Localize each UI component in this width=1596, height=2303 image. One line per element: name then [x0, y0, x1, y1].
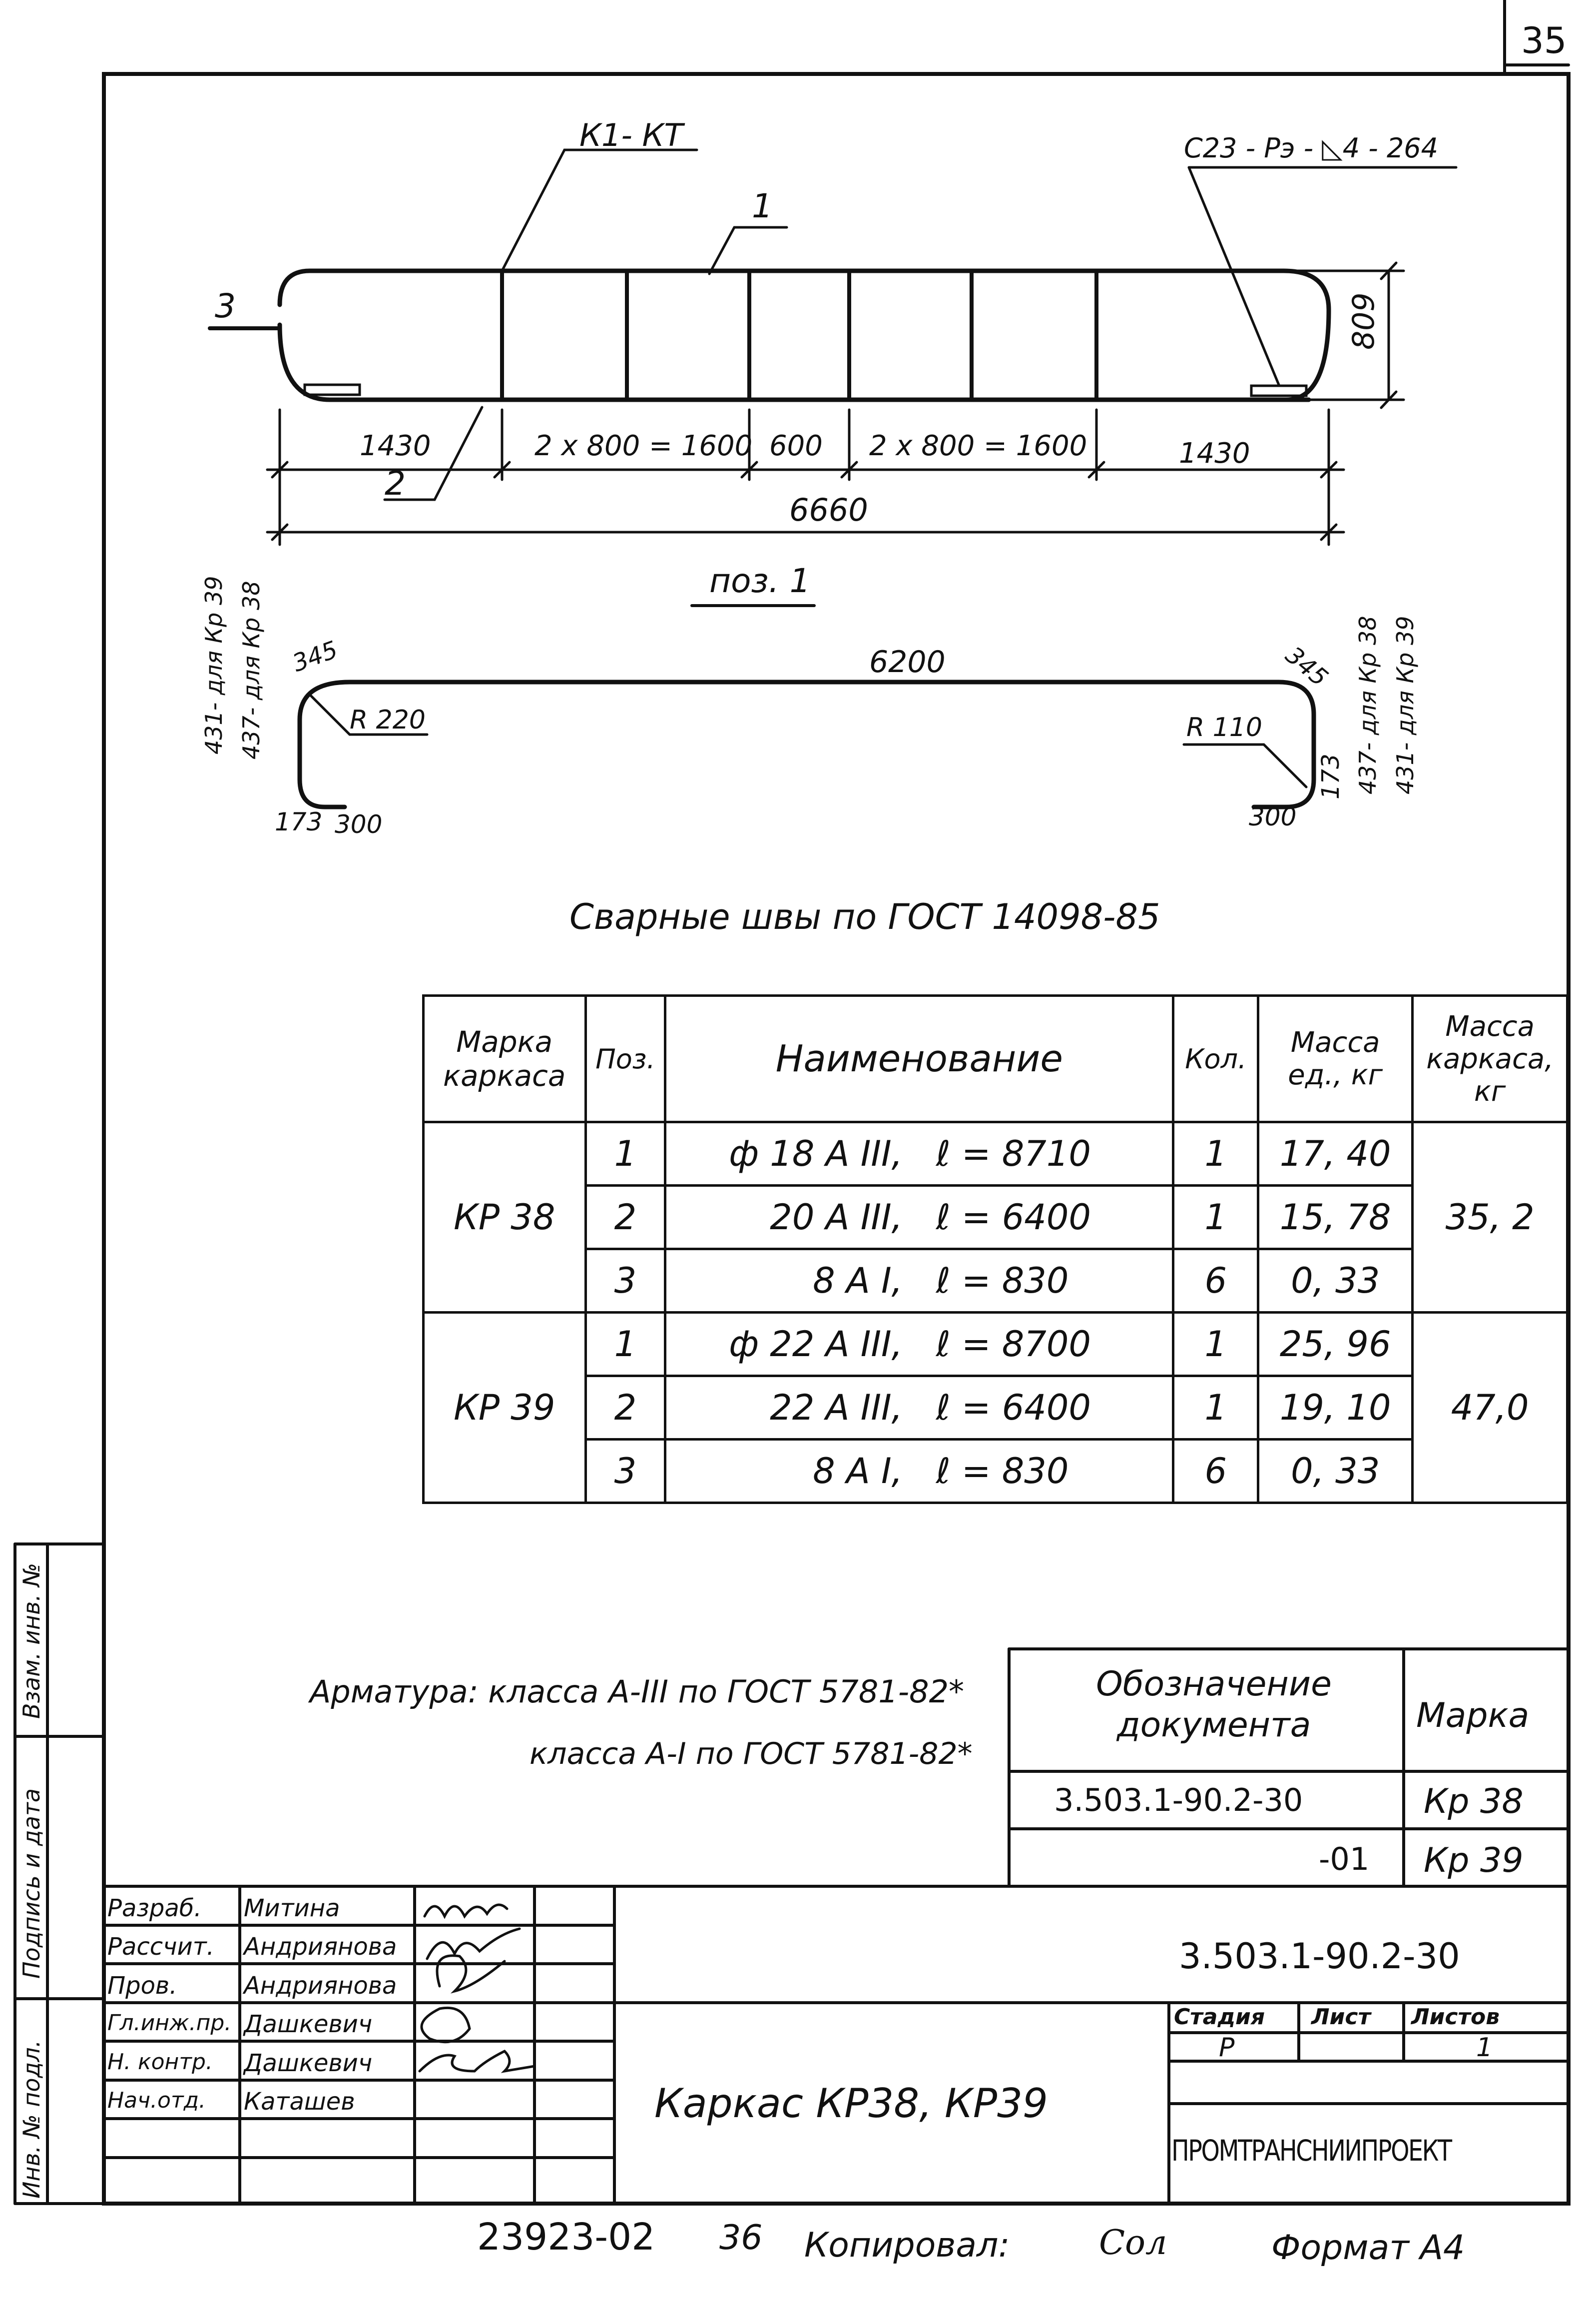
cell-mass: 0, 33	[1258, 1249, 1413, 1313]
cell-mass: 19, 10	[1258, 1376, 1413, 1440]
reinforcement-note-line2: класса А-I по ГОСТ 5781-82*	[530, 1736, 973, 1771]
weld-note: Сварные швы по ГОСТ 14098-85	[569, 896, 1160, 937]
cell-pos: 1	[585, 1313, 665, 1376]
callout-weld-leader	[1189, 167, 1456, 385]
cell-name: ф 18 А III, ℓ = 8710	[665, 1122, 1173, 1186]
bend-length: 6200	[869, 645, 946, 680]
sheets-value: 1	[1476, 2033, 1493, 2063]
cell-mass: 17, 40	[1258, 1122, 1413, 1186]
role: Разраб.	[107, 1894, 202, 1922]
cell-pos: 3	[585, 1249, 665, 1313]
cell-name: 8 А I, ℓ = 830	[665, 1249, 1173, 1313]
title-block-title: Каркас КР38, КР39	[654, 2080, 1048, 2127]
cell-qty: 6	[1173, 1249, 1258, 1313]
role-name: Митина	[244, 1894, 340, 1922]
table-row	[424, 1249, 1568, 1313]
side-stamp-inventory: Инв. № подл.	[18, 2040, 45, 2199]
designation-header-doc: Обозначение документа	[1096, 1664, 1332, 1745]
table-row	[424, 1122, 1568, 1186]
footer-page: 36	[719, 2218, 763, 2258]
group-mark: КР 39	[424, 1313, 586, 1503]
footer-copied-label: Копировал:	[804, 2226, 1010, 2265]
cell-pos: 1	[585, 1122, 665, 1186]
designation-mark-2: Кр 39	[1424, 1841, 1524, 1880]
weld-seams	[305, 385, 1306, 396]
dim-segment-1: 1430	[360, 430, 431, 462]
right-note-2: 431- для Кр 39	[1392, 616, 1419, 794]
stage-label: Стадия	[1174, 2004, 1265, 2030]
right-note-1: 437- для Кр 38	[1354, 616, 1381, 794]
cell-name: 8 А I, ℓ = 830	[665, 1440, 1173, 1503]
pos-marker-2: 2	[385, 464, 406, 503]
role-name: Андриянова	[244, 1933, 397, 1961]
role: Пров.	[107, 1972, 177, 2000]
cell-mass: 0, 33	[1258, 1440, 1413, 1503]
left-radius: R 220	[350, 705, 426, 735]
bent-bar	[300, 682, 1314, 807]
role-name: Каташев	[244, 2088, 355, 2116]
spec-table	[422, 994, 1569, 1504]
left-note-1: 431- для Кр 39	[200, 576, 227, 755]
role: Нач.отд.	[107, 2088, 206, 2113]
header-mark: Марка каркаса	[424, 996, 586, 1122]
height-dimension-value: 809	[1346, 292, 1381, 350]
designation-header-mark: Марка	[1416, 1696, 1530, 1735]
cell-name: ф 22 А III, ℓ = 8700	[665, 1313, 1173, 1376]
pos-marker-3: 3	[215, 287, 236, 325]
stirrups	[502, 271, 1096, 400]
callout-weld-point: К1- КТ	[579, 117, 683, 153]
callout-weld-seam: С23 - Рэ - ◺4 - 264	[1184, 132, 1439, 164]
table-row	[424, 1313, 1568, 1376]
header-name: Наименование	[665, 996, 1173, 1122]
cell-name: 20 А III, ℓ = 6400	[665, 1186, 1173, 1249]
table-row	[424, 1440, 1568, 1503]
left-leg-b: 300	[335, 810, 383, 839]
cell-mass: 15, 78	[1258, 1186, 1413, 1249]
footer-inventory: 23923-02	[477, 2216, 655, 2259]
signatures	[420, 1905, 534, 2071]
header-frame-mass: Масса каркаса, кг	[1413, 996, 1568, 1122]
role-name: Дашкевич	[244, 2010, 373, 2038]
left-hook-length: 345	[289, 636, 342, 678]
right-radius: R 110	[1186, 713, 1262, 743]
stage-value: Р	[1219, 2033, 1235, 2063]
cell-qty: 1	[1173, 1122, 1258, 1186]
cell-pos: 2	[585, 1376, 665, 1440]
right-leg-b: 173	[1317, 754, 1345, 799]
table-row	[424, 1376, 1568, 1440]
cell-qty: 1	[1173, 1313, 1258, 1376]
sheet-corner-number: 35	[1521, 19, 1567, 61]
reinforcement-note-line1: Арматура: класса А-III по ГОСТ 5781-82*	[310, 1673, 965, 1710]
organization: ПРОМТРАНСНИИПРОЕКТ	[1171, 2134, 1451, 2168]
cell-qty: 1	[1173, 1376, 1258, 1440]
overall-length: 6660	[789, 492, 868, 528]
header-unit-mass: Масса ед., кг	[1258, 996, 1413, 1122]
right-hook-length: 345	[1280, 641, 1333, 692]
title-block-code: 3.503.1-90.2-30	[1179, 1936, 1460, 1977]
cell-qty: 6	[1173, 1440, 1258, 1503]
right-leg-a: 300	[1249, 802, 1297, 831]
designation-doc-2: -01	[1319, 1841, 1370, 1877]
dim-segment-2: 2 х 800 = 1600	[534, 430, 753, 462]
footer-copied-sign: Сол	[1099, 2223, 1167, 2263]
sheet-label: Лист	[1311, 2004, 1371, 2030]
designation-mark-1: Кр 38	[1424, 1782, 1524, 1821]
table-row	[424, 1186, 1568, 1249]
group-frame-mass: 47,0	[1413, 1313, 1568, 1503]
role: Гл.инж.пр.	[107, 2010, 232, 2036]
cell-pos: 3	[585, 1440, 665, 1503]
callout-kt-leader	[502, 150, 697, 271]
group-mark: КР 38	[424, 1122, 586, 1313]
role: Н. контр.	[107, 2049, 213, 2075]
side-stamp-replace: Взам. инв. №	[18, 1562, 45, 1719]
left-leg-a: 173	[275, 807, 323, 836]
sheets-label: Листов	[1411, 2004, 1500, 2030]
cell-qty: 1	[1173, 1186, 1258, 1249]
cell-mass: 25, 96	[1258, 1313, 1413, 1376]
dim-segment-5: 1430	[1179, 437, 1250, 470]
bend-detail-title: поз. 1	[709, 562, 811, 600]
radius-right-leader	[1184, 745, 1306, 787]
rebar-top	[310, 271, 1329, 400]
cell-pos: 2	[585, 1186, 665, 1249]
designation-doc-1: 3.503.1-90.2-30	[1054, 1782, 1303, 1818]
group-frame-mass: 35, 2	[1413, 1122, 1568, 1313]
role-name: Дашкевич	[244, 2049, 373, 2077]
dim-segment-3: 600	[769, 430, 823, 462]
header-qty: Кол.	[1173, 996, 1258, 1122]
rebar-left-end	[280, 271, 310, 305]
cell-name: 22 А III, ℓ = 6400	[665, 1376, 1173, 1440]
rebar-bottom	[280, 325, 1309, 400]
header-pos: Поз.	[585, 996, 665, 1122]
footer-format: Формат А4	[1271, 2228, 1465, 2268]
role: Рассчит.	[107, 1933, 214, 1961]
side-stamp-signature: Подпись и дата	[18, 1788, 45, 1979]
marker-1-leader	[709, 227, 787, 274]
left-note-2: 437- для Кр 38	[238, 581, 265, 760]
pos-marker-1: 1	[752, 187, 773, 225]
role-name: Андриянова	[244, 1972, 397, 2000]
dim-segment-4: 2 х 800 = 1600	[869, 430, 1087, 462]
